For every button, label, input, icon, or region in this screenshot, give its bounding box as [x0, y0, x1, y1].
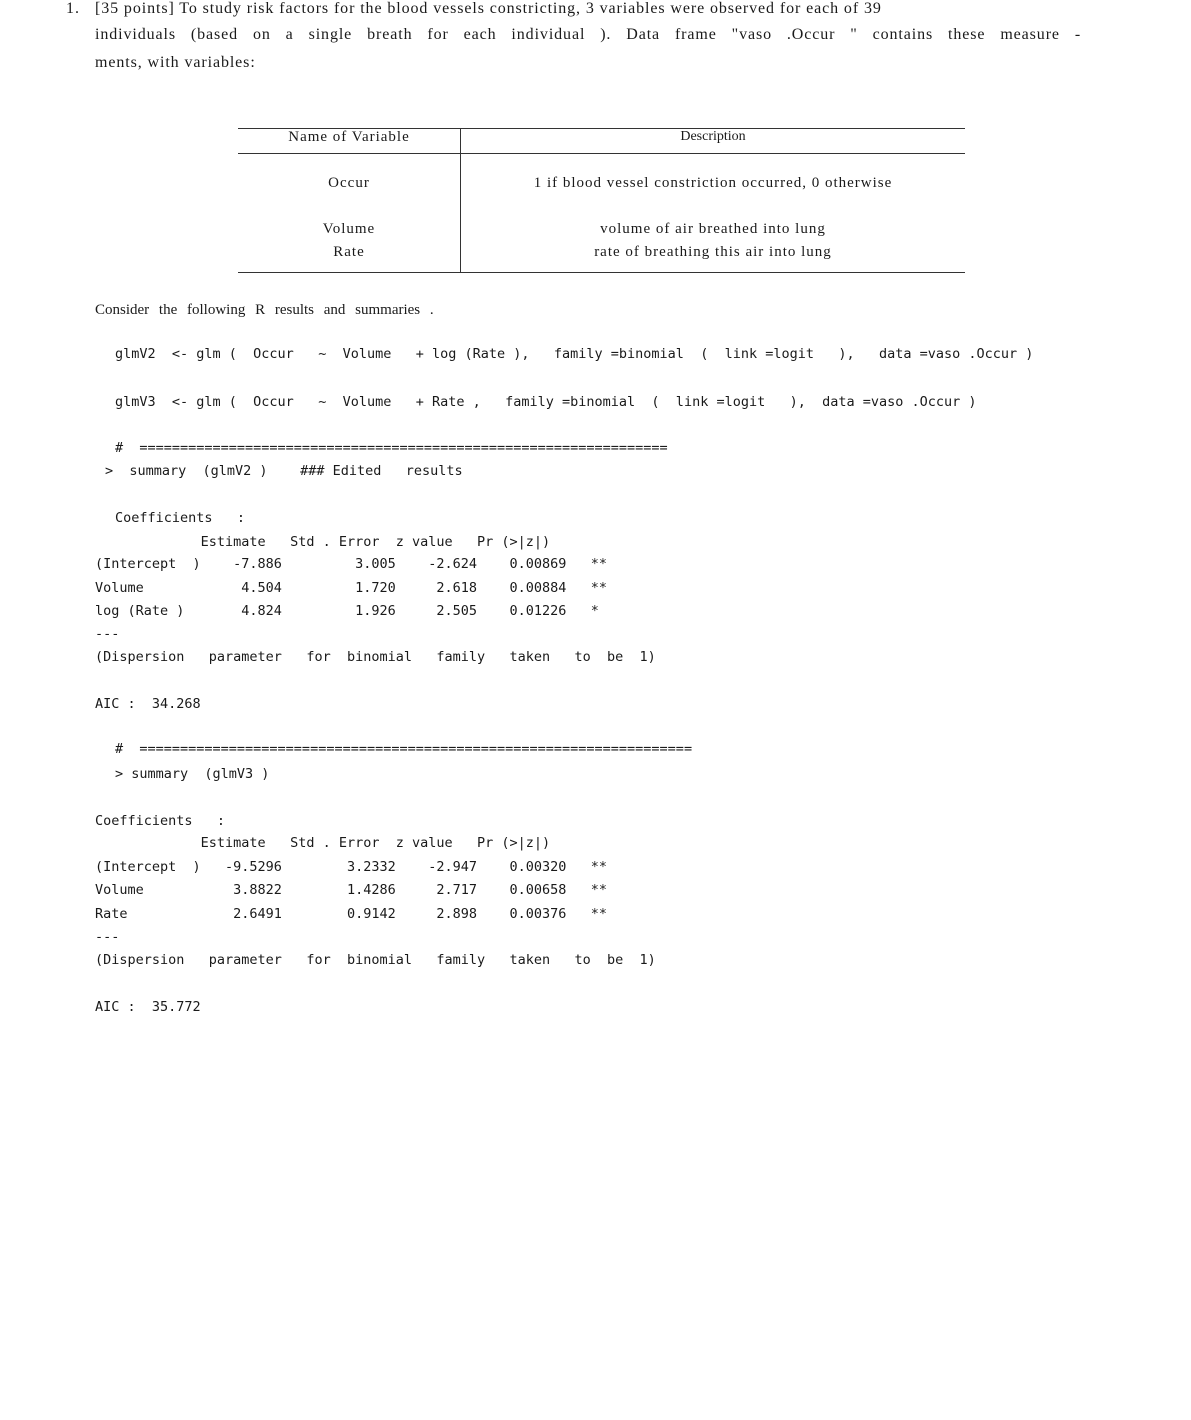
table-cell-desc-rate: rate of breathing this air into lung [594, 244, 832, 260]
variable-table [238, 128, 965, 273]
table-header-name: Name of Variable [288, 129, 410, 145]
aic-v3: AIC : 35.772 [95, 999, 201, 1015]
dashes-v2: --- [95, 626, 120, 642]
separator-v3: # ==================================================================== [115, 741, 693, 757]
table-header-description: Description [680, 129, 746, 144]
intro-text: Consider the following R results and summaries . [95, 302, 434, 318]
aic-v2: AIC : 34.268 [95, 696, 201, 712]
question-line-2: individuals (based on a single breath for each individual ). Data frame "vaso .Occur " contains these measure - [95, 26, 1082, 43]
table-cell-name-volume: Volume [322, 221, 376, 237]
coef-row-v3-volume: Volume 3.8822 1.4286 2.717 0.00658 ** [95, 882, 608, 898]
table-cell-desc-occur: 1 if blood vessel constriction occurred, 0 otherwise [533, 175, 893, 191]
table-cell-name-occur: Occur [328, 175, 370, 191]
code-glmV3: glmV3 <- glm ( Occur ~ Volume + Rate , family =binomial ( link =logit ), data =vaso .Occur ) [115, 394, 977, 410]
separator-v2: # ================================================================= [115, 440, 668, 456]
summary-command-v2: > summary (glmV2 ) ### Edited results [105, 463, 463, 479]
coef-row-v3-rate: Rate 2.6491 0.9142 2.898 0.00376 ** [95, 906, 608, 922]
coef-header-v2: Estimate Std . Error z value Pr (>|z|) [95, 534, 551, 550]
dashes-v3: --- [95, 929, 120, 945]
dispersion-v2: (Dispersion parameter for binomial family taken to be 1) [95, 649, 656, 665]
coef-header-v3: Estimate Std . Error z value Pr (>|z|) [95, 835, 551, 851]
question-number: 1. [66, 0, 80, 17]
question-line-3: ments, with variables: [95, 54, 256, 71]
coef-row-v2-lograte: log (Rate ) 4.824 1.926 2.505 0.01226 * [95, 603, 599, 619]
table-cell-desc-volume: volume of air breathed into lung [600, 221, 826, 237]
code-glmV2: glmV2 <- glm ( Occur ~ Volume + log (Rate ), family =binomial ( link =logit ), data =vaso .Occur ) [115, 346, 1034, 362]
coef-row-v3-intercept: (Intercept ) -9.5296 3.2332 -2.947 0.00320 ** [95, 859, 608, 875]
coef-row-v2-volume: Volume 4.504 1.720 2.618 0.00884 ** [95, 580, 608, 596]
table-cell-name-rate: Rate [333, 244, 365, 260]
summary-command-v3: > summary (glmV3 ) [115, 766, 270, 782]
coef-title-v3: Coefficients : [95, 813, 226, 829]
coef-row-v2-intercept: (Intercept ) -7.886 3.005 -2.624 0.00869 ** [95, 556, 608, 572]
question-line-1: [35 points] To study risk factors for the blood vessels constricting, 3 variables were observed for each of 39 [95, 0, 882, 17]
coef-title-v2: Coefficients : [115, 510, 246, 526]
dispersion-v3: (Dispersion parameter for binomial family taken to be 1) [95, 952, 656, 968]
